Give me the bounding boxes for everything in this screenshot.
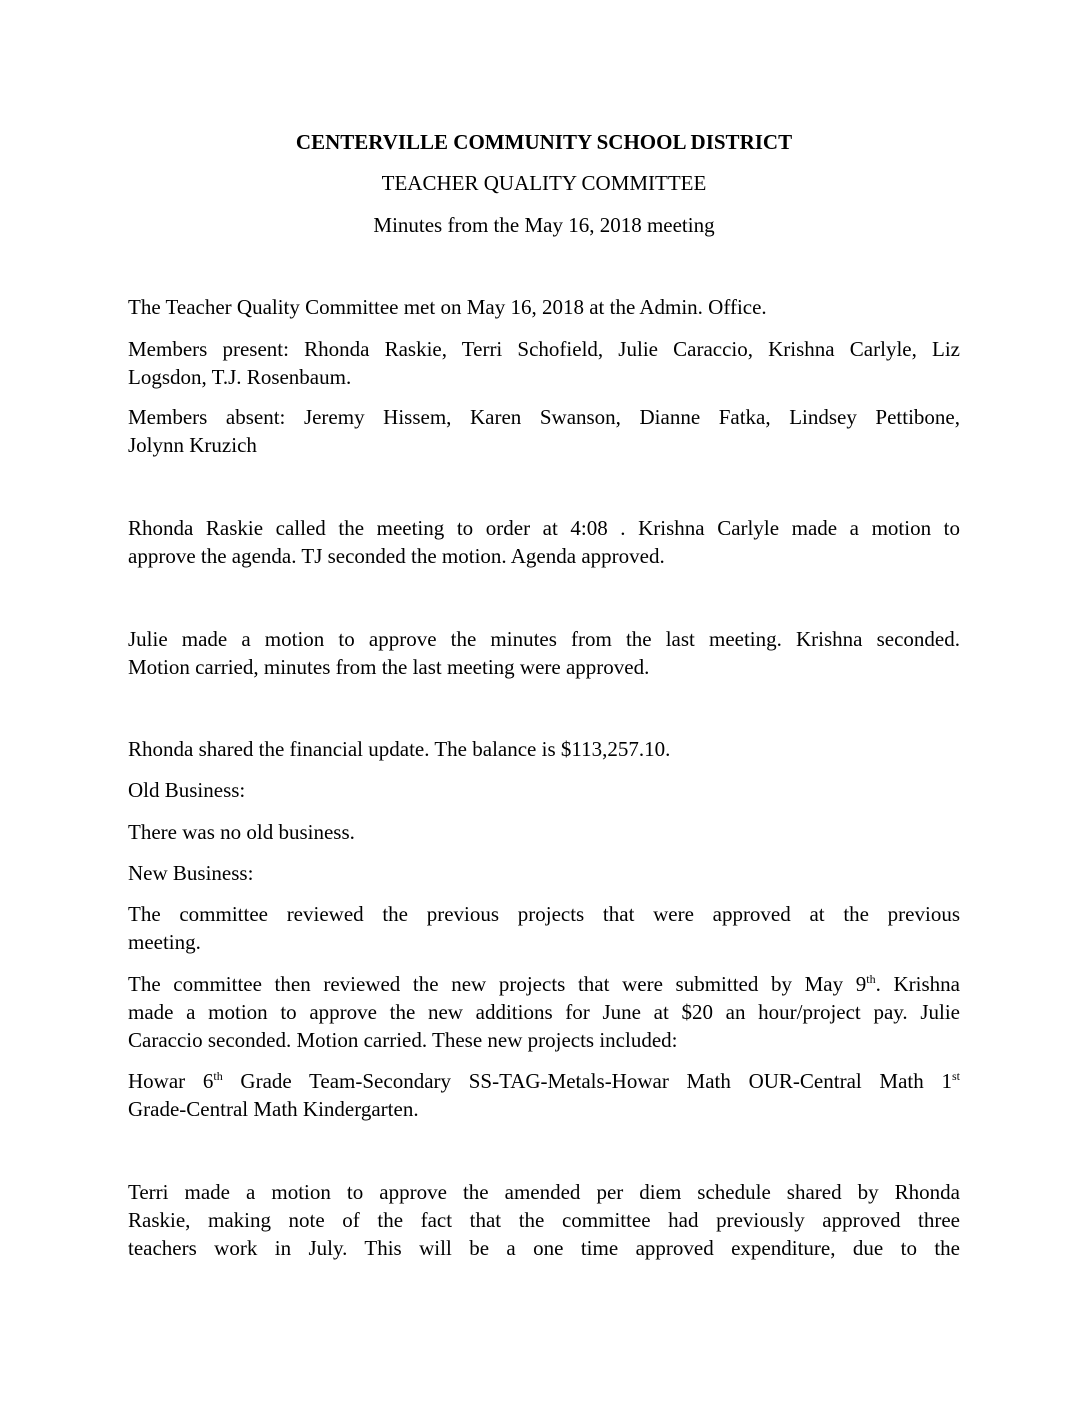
- previous-projects-paragraph: [128, 900, 960, 956]
- financial-update-paragraph: [128, 735, 960, 763]
- text-run: Howar 6: [128, 1069, 214, 1093]
- paragraph-line: Julie made a motion to approve the minutes from the last meeting. Krishna seconded.: [128, 627, 960, 651]
- paragraph-line: [128, 970, 960, 998]
- new-projects-paragraph: [128, 970, 960, 1054]
- superscript: th: [213, 1069, 223, 1083]
- paragraph-line: Old Business:: [128, 778, 246, 802]
- meeting-subtitle: Minutes from the May 16, 2018 meeting: [373, 213, 715, 237]
- paragraph-line: made a motion to approve the new additions for June at $20 an hour/project pay. Julie: [128, 1000, 960, 1024]
- paragraph-line: Members present: Rhonda Raskie, Terri Schofield, Julie Caraccio, Krishna Carlyle, Liz: [128, 337, 960, 361]
- district-title: CENTERVILLE COMMUNITY SCHOOL DISTRICT: [295, 130, 793, 154]
- call-to-order-paragraph: [128, 514, 960, 570]
- paragraph-line: approve the agenda. TJ seconded the motion. Agenda approved.: [128, 544, 665, 568]
- new-business-heading: [128, 859, 960, 887]
- members-absent-paragraph: [128, 403, 960, 459]
- project-list-paragraph: [128, 1067, 960, 1123]
- text-run: . Krishna: [875, 972, 960, 996]
- minutes-approval-paragraph: [128, 625, 960, 681]
- paragraph-line: meeting.: [128, 930, 201, 954]
- text-run: The committee then reviewed the new projects that were submitted by May 9: [128, 972, 867, 996]
- paragraph-line: New Business:: [128, 861, 254, 885]
- old-business-heading: [128, 776, 960, 804]
- paragraph-line: Caraccio seconded. Motion carried. These new projects included:: [128, 1028, 678, 1052]
- per-diem-paragraph: [128, 1178, 960, 1262]
- paragraph-line: Motion carried, minutes from the last meeting were approved.: [128, 655, 650, 679]
- meeting-location-paragraph: [128, 293, 960, 321]
- paragraph-line: The Teacher Quality Committee met on May 16, 2018 at the Admin. Office.: [128, 295, 767, 319]
- paragraph-line: Raskie, making note of the fact that the committee had previously approved three: [128, 1208, 960, 1232]
- old-business-paragraph: [128, 818, 960, 846]
- paragraph-line: There was no old business.: [128, 820, 355, 844]
- paragraph-line: Rhonda shared the financial update. The balance is $113,257.10.: [128, 737, 671, 761]
- paragraph-line: Grade-Central Math Kindergarten.: [128, 1097, 419, 1121]
- paragraph-line: Terri made a motion to approve the amended per diem schedule shared by Rhonda: [128, 1180, 960, 1204]
- text-run: Grade Team-Secondary SS-TAG-Metals-Howar Math OUR-Central Math 1: [222, 1069, 952, 1093]
- paragraph-line: Logsdon, T.J. Rosenbaum.: [128, 365, 352, 389]
- paragraph-line: [128, 1067, 960, 1095]
- paragraph-line: teachers work in July. This will be a one time approved expenditure, due to the: [128, 1236, 960, 1260]
- superscript: th: [866, 972, 876, 986]
- paragraph-line: Jolynn Kruzich: [128, 433, 257, 457]
- paragraph-line: Rhonda Raskie called the meeting to order at 4:08 . Krishna Carlyle made a motion to: [128, 516, 960, 540]
- superscript: st: [951, 1069, 960, 1083]
- paragraph-line: Members absent: Jeremy Hissem, Karen Swanson, Dianne Fatka, Lindsey Pettibone,: [128, 405, 960, 429]
- paragraph-line: The committee reviewed the previous projects that were approved at the previous: [128, 902, 960, 926]
- committee-title: TEACHER QUALITY COMMITTEE: [381, 171, 707, 195]
- members-present-paragraph: [128, 335, 960, 391]
